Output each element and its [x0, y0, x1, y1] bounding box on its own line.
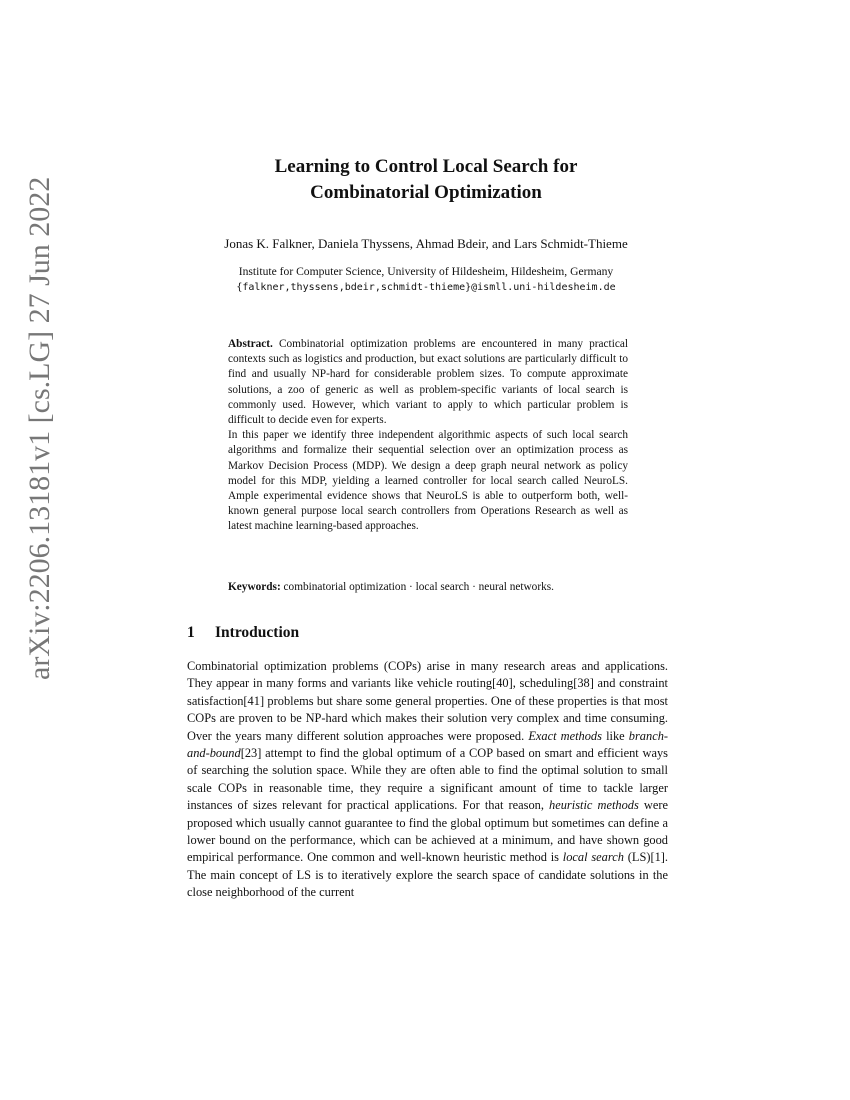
- keywords-label: Keywords:: [228, 581, 281, 593]
- abstract-label: Abstract.: [228, 338, 273, 350]
- paper-title: [150, 154, 702, 206]
- title-line-1: Learning to Control Local Search for: [274, 156, 578, 177]
- abstract-paragraph-1: [228, 337, 628, 428]
- section-heading-introduction: [187, 624, 299, 642]
- abstract: [228, 337, 628, 535]
- author-list: Jonas K. Falkner, Daniela Thyssens, Ahmad Bdeir, and Lars Schmidt-Thieme: [224, 236, 628, 251]
- author-emails: {falkner,thyssens,bdeir,schmidt-thieme}@ismll.uni-hildesheim.de: [236, 282, 616, 293]
- abstract-text-1: Combinatorial optimization problems are encountered in many practical contexts such as logistics and production, but exact solutions are particularly difficult to find and usually NP-hard for considerable problem sizes. To compute approximate solutions, a zoo of generic as well as problem-specific variants of local search is commonly used. However, which variant to apply to which particular problem is difficult to decide even for experts.: [228, 338, 628, 427]
- intro-text: [23] attempt to find the global optimum of a COP based on smart and efficient ways of searching the solution space. While they are often able to find the optimal solution to small scale COPs in reasonable time, they require a significant amount of time to tackle larger instances of sizes relevant for practical applications. For that reason,: [187, 746, 668, 813]
- intro-emphasis-local-search: local search: [562, 850, 624, 865]
- arxiv-id-text: arXiv:2206.13181v1 [cs.LG] 27 Jun 2022: [23, 176, 56, 680]
- arxiv-identifier-stamp: [0, 0, 60, 1100]
- title-line-2: Combinatorial Optimization: [310, 182, 542, 203]
- section-number: 1: [187, 624, 195, 641]
- affiliation-block: [120, 264, 732, 296]
- intro-text: (LS)[1]. The main concept of LS is to iteratively explore the search space of candidate solutions in the close neighborhood of the current: [187, 850, 669, 900]
- intro-emphasis-branch-and-bound: branch-and-bound: [187, 728, 669, 761]
- intro-emphasis-heuristic-methods: heuristic methods: [549, 798, 639, 813]
- keywords-text: combinatorial optimization · local search · neural networks.: [283, 581, 554, 593]
- intro-text: Combinatorial optimization problems (COPs) arise in many research areas and applications. They appear in many forms and variants like vehicle routing[40], scheduling[38] and constraint satisfaction[41] problems but share some general properties. One of these properties is that most COPs are proven to be NP-hard which makes their solution very complex and time consuming. Over the years many different solution approaches were proposed.: [187, 659, 668, 743]
- abstract-paragraph-2: In this paper we identify three independent algorithmic aspects of such local search algorithms and formalize their sequential selection over an optimization process as Markov Decision Process (MDP). We design a deep graph neural network as policy model for this MDP, yielding a learned controller for local search called NeuroLS. Ample experimental evidence shows that NeuroLS is able to outperform both, well-known general purpose local search controllers from Operations Research as well as latest machine learning-based approaches.: [228, 429, 628, 533]
- intro-text: were proposed which usually cannot guarantee to find the global optimum but sometimes can define a lower bound on the performance, which can be achieved at a minimum, and have shown good empirical performance. One common and well-known heuristic method is: [187, 798, 668, 865]
- section-title: Introduction: [215, 624, 300, 641]
- intro-text: like: [601, 728, 629, 743]
- intro-emphasis-exact-methods: Exact methods: [528, 728, 602, 743]
- introduction-paragraph: [187, 658, 668, 902]
- affiliation: Institute for Computer Science, University of Hildesheim, Hildesheim, Germany: [238, 265, 614, 278]
- keywords: [228, 580, 648, 595]
